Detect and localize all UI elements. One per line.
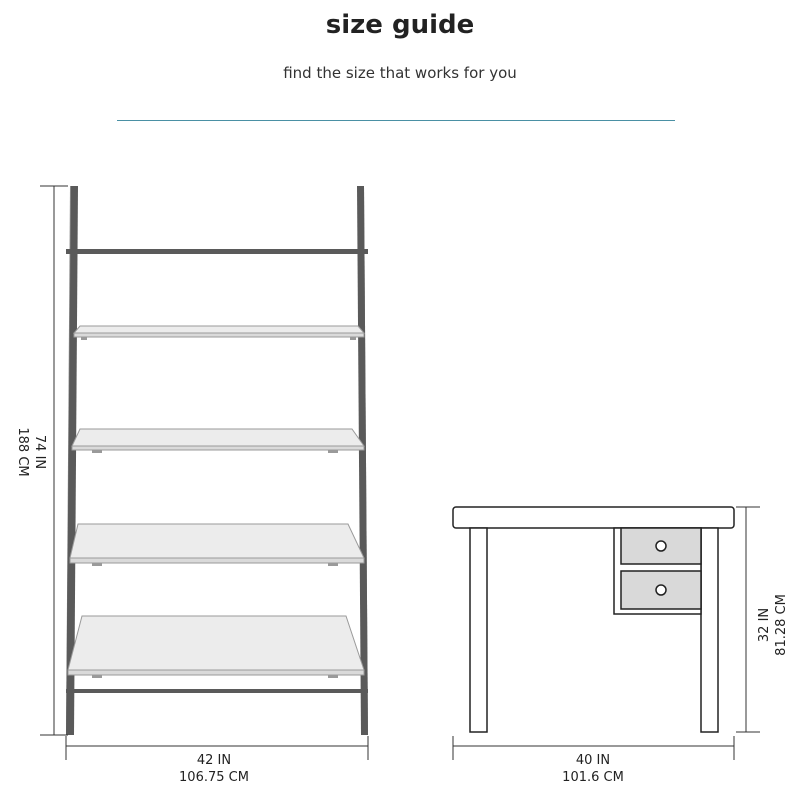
shelf-board-4 <box>68 616 364 678</box>
drawer-knob-top <box>656 541 666 551</box>
desk-top <box>453 507 734 528</box>
shelf-board-3 <box>70 524 364 566</box>
desk-width-in-label: 40 IN <box>575 753 611 768</box>
shelf-board-1 <box>74 326 364 340</box>
shelf-width-in-label: 42 IN <box>196 753 232 768</box>
desk-illustration <box>453 507 734 732</box>
shelf-bottom-crossbar <box>66 689 368 693</box>
shelf-height-in-label: 74 IN <box>32 434 47 470</box>
drawer-knob-bottom <box>656 585 666 595</box>
page-subtitle: find the size that works for you <box>283 64 517 82</box>
desk-width-cm-label: 101.6 CM <box>562 770 624 785</box>
shelf-width-cm-label: 106.75 CM <box>179 770 249 785</box>
page-title: size guide <box>325 10 475 40</box>
desk-leg-right <box>701 528 718 732</box>
desk-leg-left <box>470 528 487 732</box>
shelf-board-2 <box>72 429 364 453</box>
ladder-shelf-illustration <box>66 186 368 735</box>
desk-height-in-label: 32 IN <box>757 607 772 643</box>
shelf-height-cm-label: 188 CM <box>15 427 30 477</box>
desk-height-cm-label: 81.28 CM <box>774 594 789 656</box>
shelf-top-crossbar <box>66 249 368 254</box>
